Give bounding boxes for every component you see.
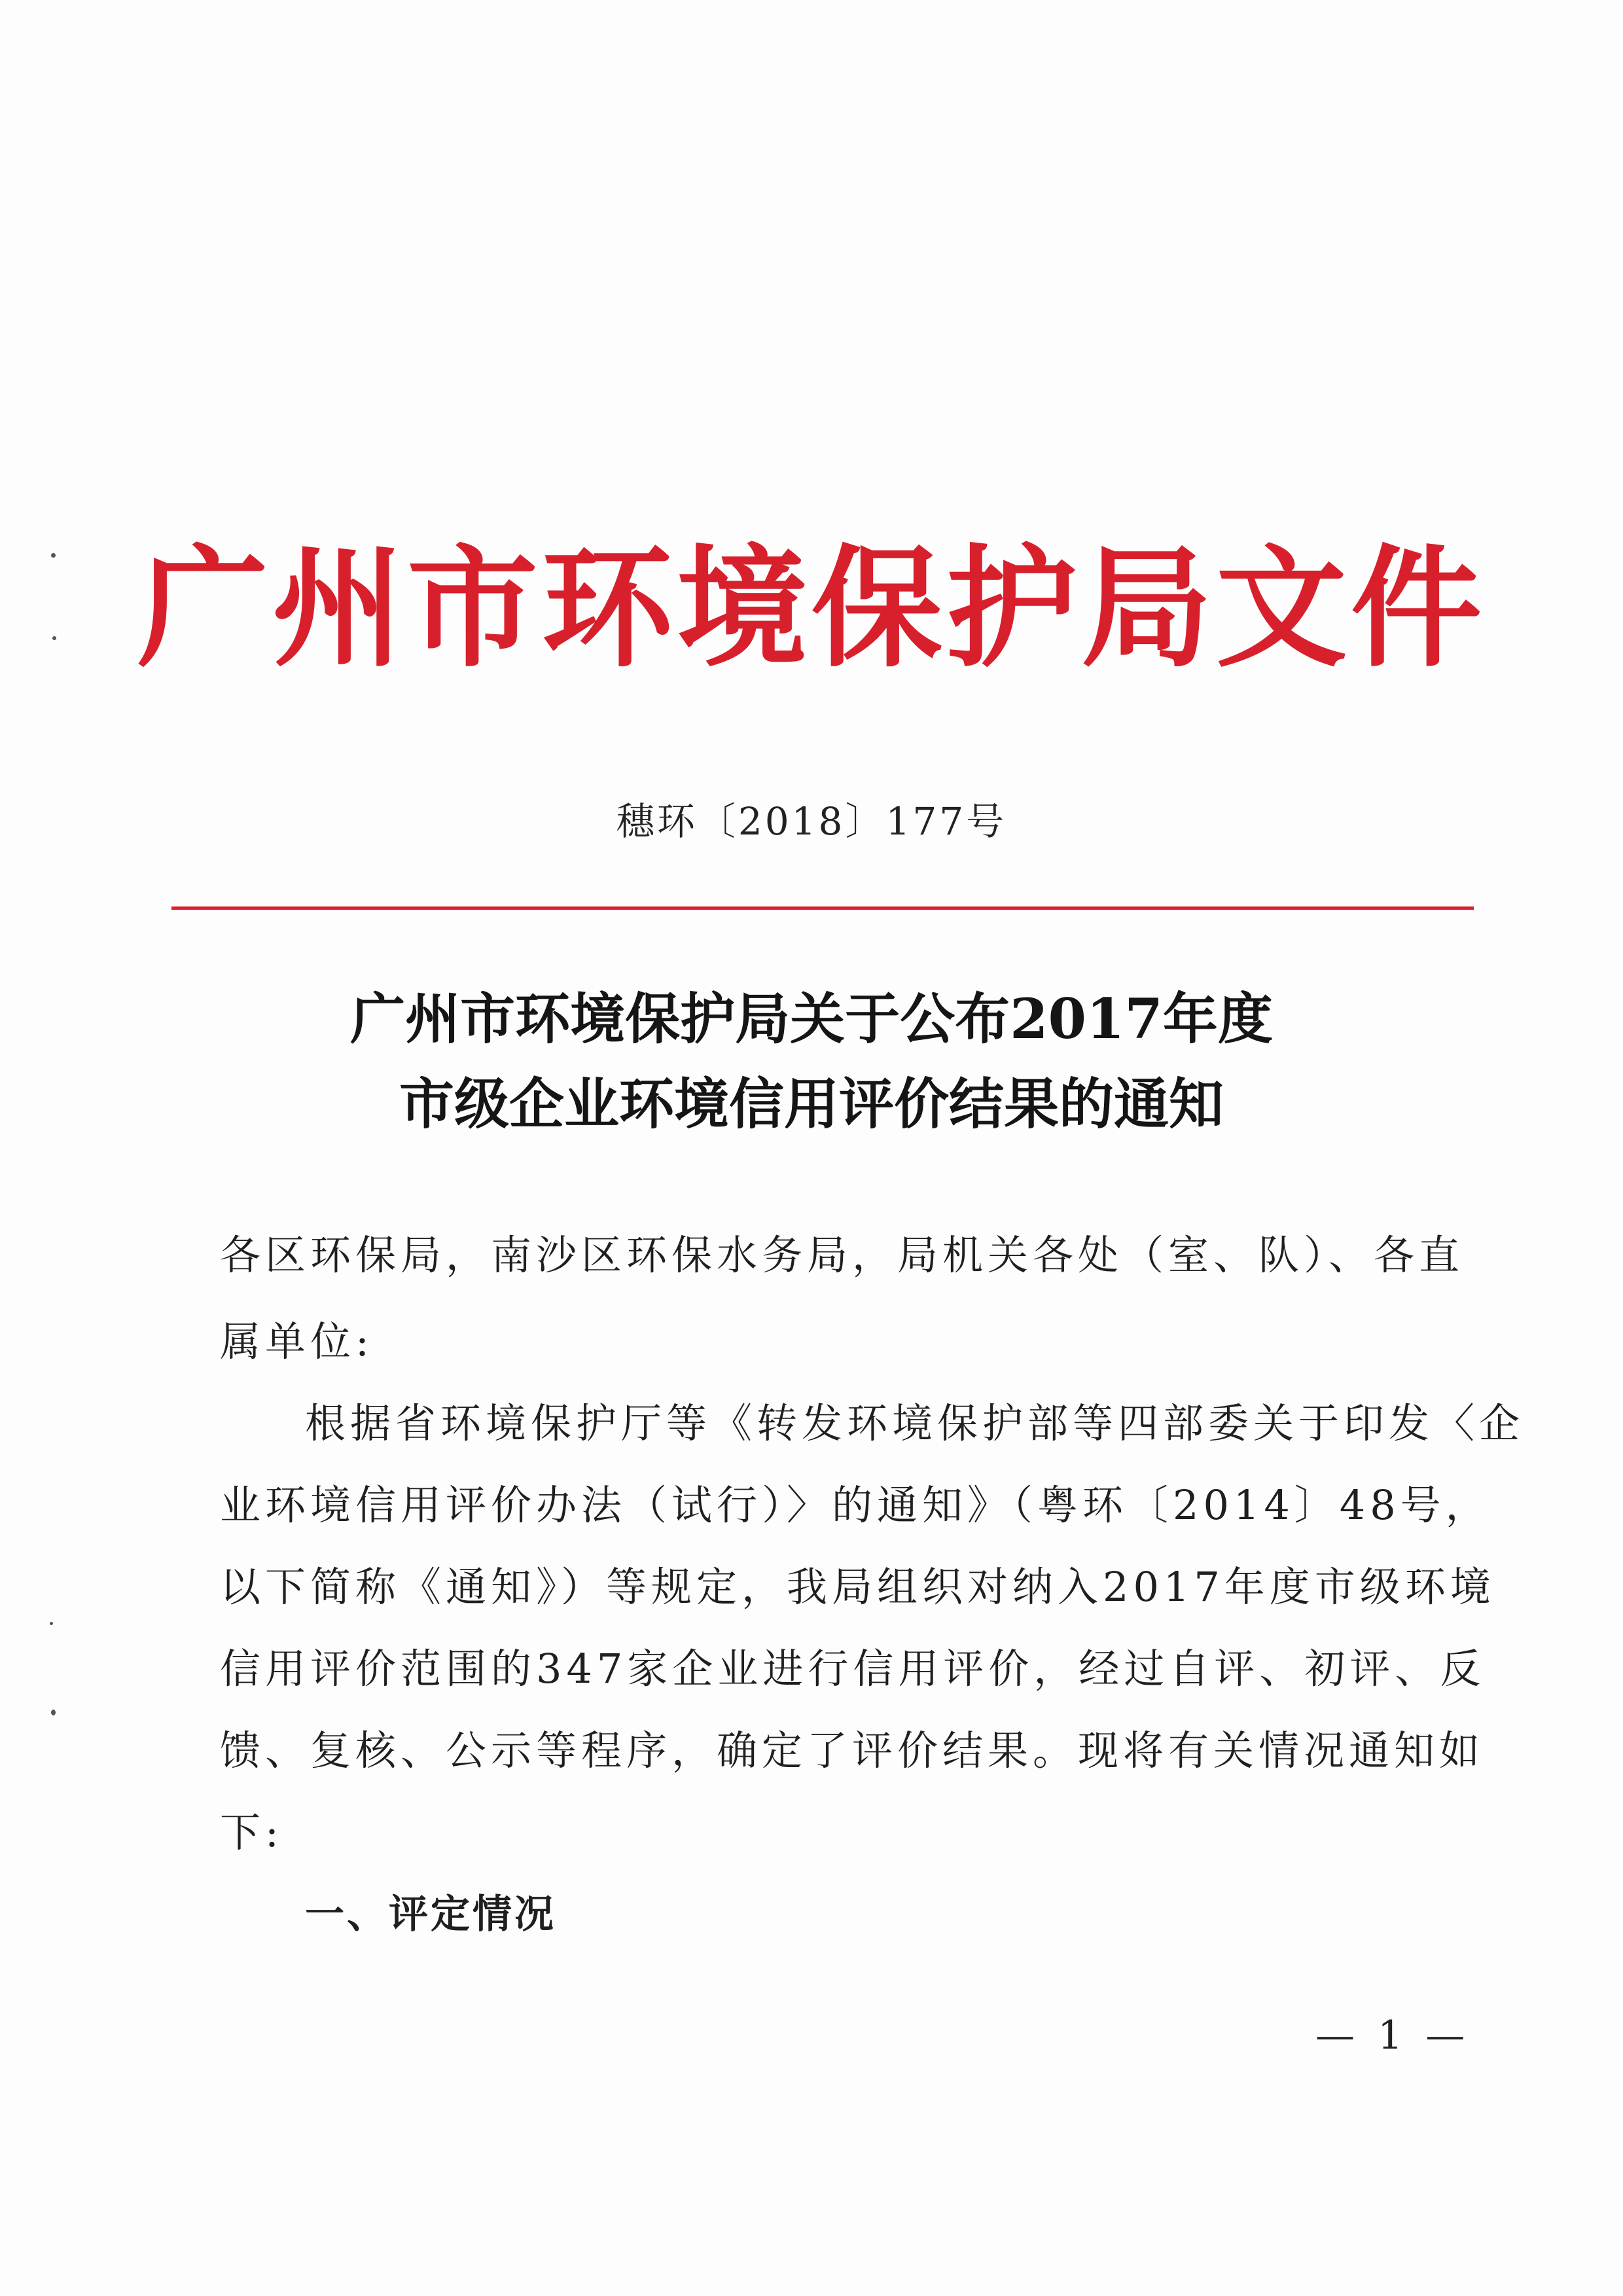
body-line-paragraph-1: 根据省环境保护厅等《转发环境保护部等四部委关于印发〈企 [305,1399,1525,1447]
scan-speck [50,1622,53,1625]
body-line-paragraph-5: 馈、复核、公示等程序，确定了评价结果。现将有关情况通知如 [220,1727,1485,1774]
header-red-divider [171,906,1474,910]
document-number: 穗环〔2018〕177号 [616,799,1007,844]
section-heading-1: 一、评定情况 [305,1892,556,1937]
body-line-addressee-2: 属单位: [220,1318,374,1365]
body-line-paragraph-3: 以下简称《通知》）等规定，我局组织对纳入2017年度市级环境 [220,1563,1495,1611]
document-header-title: 广州市环境保护局文件 [137,531,1486,685]
body-line-paragraph-6: 下: [220,1808,283,1856]
body-line-paragraph-2: 业环境信用评价办法（试行）〉的通知》（粤环〔2014〕48号， [220,1481,1491,1529]
document-title-line-2: 市级企业环境信用评价结果的通知 [399,1071,1224,1136]
scan-speck [51,1710,56,1715]
body-line-addressee-1: 各区环保局，南沙区环保水务局，局机关各处（室、队）、各直 [220,1231,1465,1279]
document-title-line-1: 广州市环境保护局关于公布2017年度 [350,986,1273,1051]
body-line-paragraph-4: 信用评价范围的347家企业进行信用评价，经过自评、初评、反 [220,1645,1486,1693]
page-number: — 1 — [1315,2013,1471,2058]
